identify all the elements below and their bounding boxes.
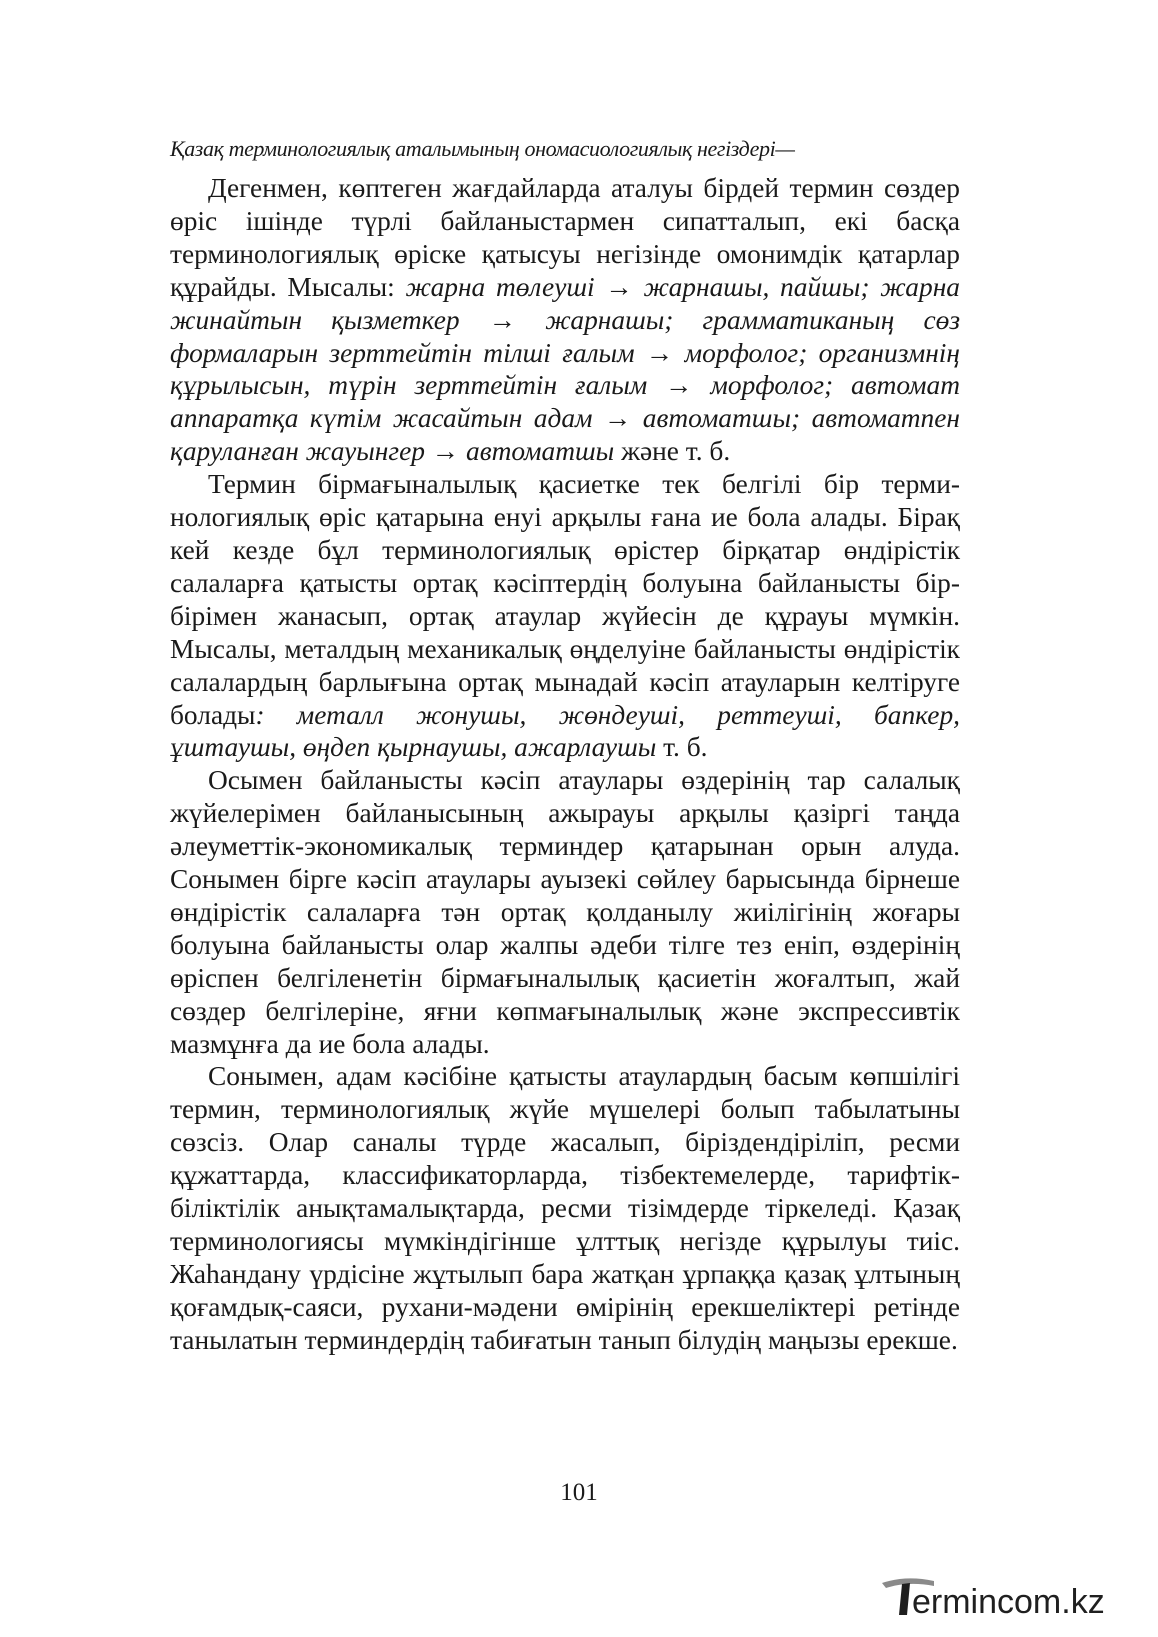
italic-example-text-2-2: : металл жонушы, жөндеуші, реттеуші, бапкер, ұштаушы, өңдеп қырнаушы, ажарлаушы: [170, 699, 960, 763]
paragraph-text-2-3: т. б.: [656, 732, 708, 763]
paragraph-text-3-1: Осымен байланысты кәсіп атаулары өздерінің тар салалық жүйелерімен байланысының ажырауы арқылы қазіргі таңда әлеуметтік-экономикалық терминдер қатарынан орын алуда. Сонымен бірге кәсіп атаулары ауызекі сөйлеу барысында бірнеше өндірістік салаларға тән ортақ қолданылу жиілігінің жоғары болуына байланысты олар жалпы әдеби тілге тез еніп, өздерінің өріспен белгіленетін бірмағыналылық қасиетін жоғалтып, жай сөздер белгілеріне, яғни көпмағыналылық және экспрессивтік мазмұнға да ие бола алады.: [170, 765, 960, 1059]
italic-example-text-1-2: жарна төлеуші → жарнашы, пайшы; жарна жинайтын қызметкер → жарнашы; грамматиканың сөз формаларын зерттейтін тілші ғалым → морфолог; организмнің құрылысын, түрін зерттейтін ғалым → морфолог; автомат аппаратқа күтім жасайтын адам → автоматшы; автоматпен қаруланған жауынгер → автоматшы: [170, 271, 960, 467]
paragraph-1: [170, 172, 960, 468]
paragraph-4: [170, 1060, 960, 1356]
watermark-text: ermincom.kz: [912, 1583, 1105, 1621]
logo-t-stem-icon: [899, 1583, 910, 1615]
termincom-watermark-logo: [876, 1569, 1136, 1627]
running-header: Қазақ терминологиялық аталымының ономасиологиялық негіздері—: [170, 136, 795, 161]
body-text: [170, 172, 960, 1357]
paragraph-text-2-1: Термин бірмағыналылық қасиетке тек белгілі бір терминологиялық өріс қатарына енуі арқылы ғана ие бола алады. Бірақ кей кезде бұл терминологиялық өрістер бірқатар өндірістік салаларға қатысты ортақ кәсіптердің болуына байланысты бір-бірімен жанасып, ортақ атаулар жүйесін де құрауы мүмкін. Мысалы, металдың механикалық өңделуіне байланысты өндірістік салалардың барлығына ортақ мынадай кәсіп атауларын келтіруге болады: [170, 469, 960, 730]
paragraph-2: [170, 468, 960, 764]
page-number: 101: [560, 1479, 598, 1506]
paragraph-text-1-3: және т. б.: [614, 436, 731, 467]
paragraph-3: [170, 764, 960, 1060]
paragraph-text-1-1: Дегенмен, көптеген жағдайларда аталуы бірдей термин сөздер өріс ішінде түрлі байланыстармен сипатталып, екі басқа терминологиялық өріске қатысуы негізінде омонимдік қатарлар құрайды. Мысалы:: [170, 173, 960, 302]
paragraph-text-4-1: Сонымен, адам кәсібіне қатысты атаулардың басым көпшілігі термин, терминологиялық жүйе мүшелері болып табылатыны сөзсіз. Олар саналы түрде жасалып, біріздендіріліп, ресми құжаттарда, классификаторларда, тізбектемелерде, тарифтік-біліктілік анықтамалықтарда, ресми тізімдерде тіркеледі. Қазақ терминологиясы мүмкіндігінше ұлттық негізде құрылуы тиіс. Жаһандану үрдісіне жұтылып бара жатқан ұрпаққа қазақ ұлтының қоғамдық-саяси, рухани-мәдени өмірінің ерекшеліктері ретінде танылатын терминдердің табиғатын танып білудің маңызы ерекше.: [170, 1061, 960, 1355]
